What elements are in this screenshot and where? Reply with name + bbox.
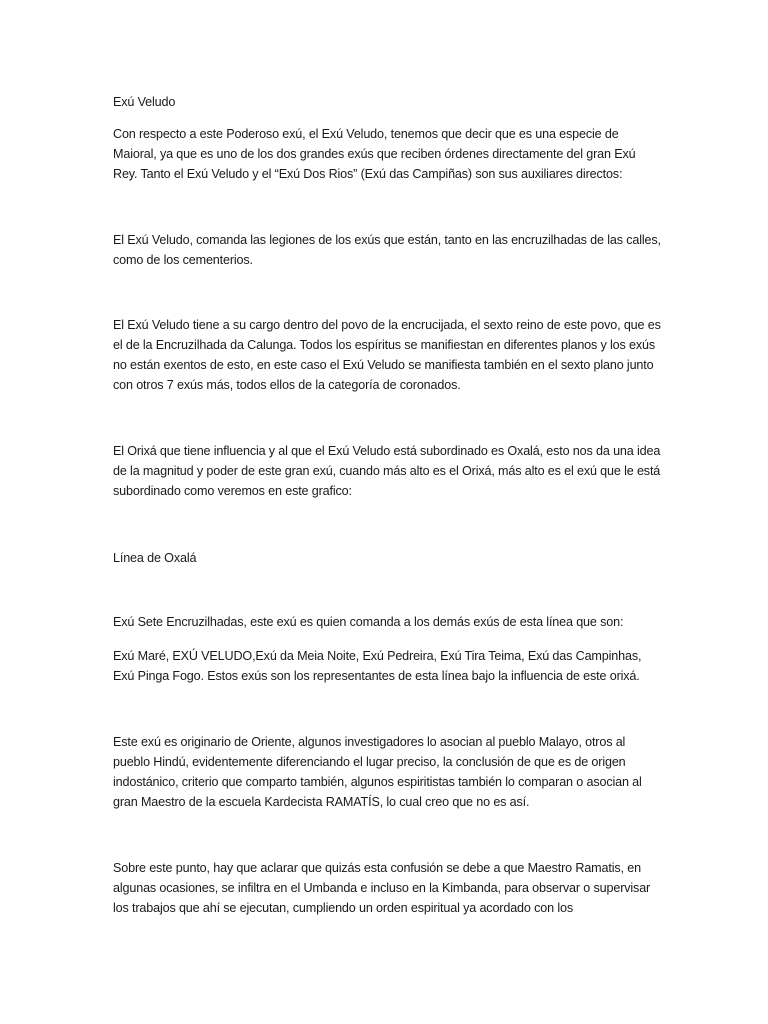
paragraph-intro: Con respecto a este Poderoso exú, el Exú Veludo, tenemos que decir que es una especie de Maioral, ya que es uno de los dos grandes exús que reciben órdenes directamente del gran Exú Rey. Tanto el Exú Veludo y el “Exú Dos Rios” (Exú das Campiñas) son sus auxiliares directos: bbox=[113, 127, 636, 181]
paragraph-sixth-kingdom: El Exú Veludo tiene a su cargo dentro del povo de la encrucijada, el sexto reino de este povo, que es el de la Encruzilhada da Calunga. Todos los espíritus se manifiestan en diferentes planos y los exús no están exentos de esto, en este caso el Exú Veludo se manifiesta también en el sexto plano junto con otros 7 exús más, todos ellos de la categoría de coronados. bbox=[113, 318, 661, 392]
paragraph-origin: Este exú es originario de Oriente, algunos investigadores lo asocian al pueblo Malayo, otros al pueblo Hindú, evidentemente diferenciando el lugar preciso, la conclusión de que es de origen indostánico, criterio que comparto también, algunos espiritistas también lo comparan o asocian al gran Maestro de la escuela Kardecista RAMATÍS, lo cual creo que no es así. bbox=[113, 735, 642, 809]
section-heading-linea-oxala: Línea de Oxalá bbox=[113, 551, 197, 565]
paragraph-confusion: Sobre este punto, hay que aclarar que quizás esta confusión se debe a que Maestro Ramatis, en algunas ocasiones, se infiltra en el Umbanda e incluso en la Kimbanda, para observar o supervisar los trabajos que ahí se ejecutan, cumpliendo un orden espiritual ya acordado con los bbox=[113, 861, 651, 915]
document-title: Exú Veludo bbox=[113, 95, 176, 109]
paragraph-sete-encruzilhadas: Exú Sete Encruzilhadas, este exú es quien comanda a los demás exús de esta línea que son: bbox=[113, 615, 624, 629]
paragraph-exu-list: Exú Maré, EXÚ VELUDO,Exú da Meia Noite, Exú Pedreira, Exú Tira Teima, Exú das Campinhas, Exú Pinga Fogo. Estos exús son los representantes de esta línea bajo la influencia de este orixá. bbox=[113, 649, 642, 683]
paragraph-orixa: El Orixá que tiene influencia y al que el Exú Veludo está subordinado es Oxalá, esto nos da una idea de la magnitud y poder de este gran exú, cuando más alto es el Orixá, más alto es el exú que le está subordinado como veremos en este grafico: bbox=[113, 444, 661, 498]
paragraph-legions: El Exú Veludo, comanda las legiones de los exús que están, tanto en las encruzilhadas de las calles, como de los cementerios. bbox=[113, 233, 661, 267]
